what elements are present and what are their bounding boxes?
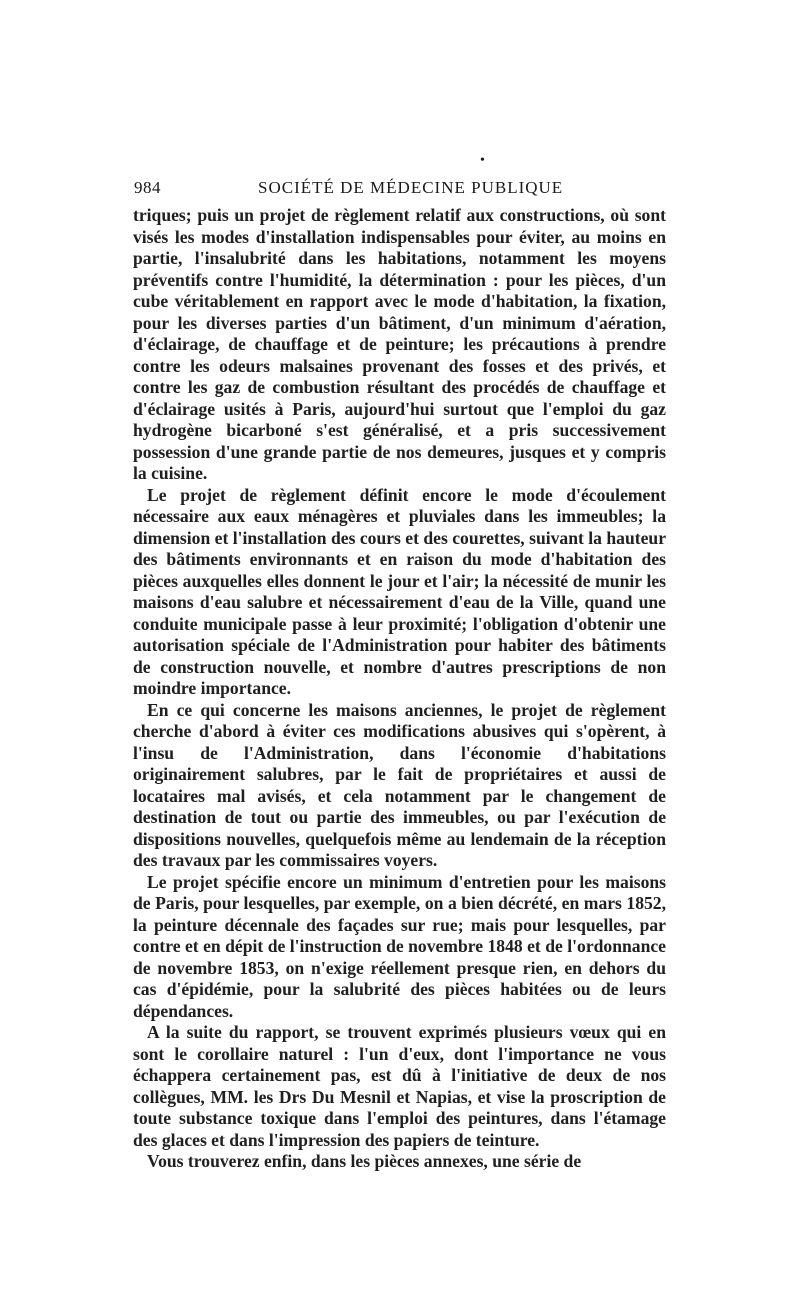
paragraph-2: Le projet de règlement définit encore le mode d'écoulement nécessaire aux eaux ménagères et pluviales dans les immeubles; la dimension et l'installation des cours et des courettes, suivant la hauteur des bâtiments environnants et en raison du mode d'habitation des pièces auxquelles elles donnent le jour et l'air; la nécessité de munir les maisons d'eau salubre et nécessairement d'eau de la Ville, quand une conduite municipale passe à leur proximité; l'obligation d'obtenir une autorisation spéciale de l'Administration pour habiter des bâtiments de construction nouvelle, et nombre d'autres prescriptions de non moindre importance. [133, 484, 666, 698]
paragraph-5: A la suite du rapport, se trouvent exprimés plusieurs vœux qui en sont le corollaire naturel : l'un d'eux, dont l'importance ne vous échappera certainement pas, est dû à l'initiative de deux de nos collègues, MM. les Drs Du Mesnil et Napias, et vise la proscription de toute substance toxique dans l'emploi des peintures, dans l'étamage des glaces et dans l'impression des papiers de teinture. [133, 1022, 666, 1150]
paragraph-4: Le projet spécifie encore un minimum d'entretien pour les maisons de Paris, pour lesquelles, par exemple, on a bien décrété, en mars 1852, la peinture décennale des façades sur rue; mais pour lesquelles, par contre et en dépit de l'instruction de novembre 1848 et de l'ordonnance de novembre 1853, on n'exige réellement presque rien, en dehors du cas d'épidémie, pour la salubrité des pièces habitées ou de leurs dépendances. [133, 871, 666, 1021]
running-title: SOCIÉTÉ DE MÉDECINE PUBLIQUE [258, 178, 564, 197]
paragraph-1: triques; puis un projet de règlement relatif aux constructions, où sont visés les modes d'installation indispensables pour éviter, au moins en partie, l'insalubrité dans les habitations, notamment les moyens préventifs contre l'humidité, la détermination : pour les pièces, d'un cube véritablement en rapport avec le mode d'habitation, la fixation, pour les diverses parties d'un bâtiment, d'un minimum d'aération, d'éclairage, de chauffage et de peinture; les précautions à prendre contre les odeurs malsaines provenant des fosses et des privés, et contre les gaz de combustion résultant des procédés de chauffage et d'éclairage usités à Paris, aujourd'hui surtout que l'emploi du gaz hydrogène bicarboné s'est généralisé, et a pris successivement possession d'une grande partie de nos demeures, jusques et y compris la cuisine. [133, 205, 666, 483]
ink-mark: • [480, 153, 486, 168]
paragraph-3: En ce qui concerne les maisons anciennes, le projet de règlement cherche d'abord à éviter ces modifications abusives qui s'opèrent, à l'insu de l'Administration, dans l'économie d'habitations originairement salubres, par le fait de propriétaires et aussi de locataires mal avisés, et cela notamment par le changement de destination de tout ou partie des immeubles, ou par l'exécution de dispositions nouvelles, quelquefois même au lendemain de la réception des travaux par les commissaires voyers. [133, 699, 666, 870]
page-header [133, 153, 666, 205]
body-text [133, 205, 666, 1173]
paragraph-6: Vous trouverez enfin, dans les pièces annexes, une série de [147, 1151, 582, 1171]
page-number: 984 [134, 178, 161, 197]
document-page [133, 153, 666, 1173]
